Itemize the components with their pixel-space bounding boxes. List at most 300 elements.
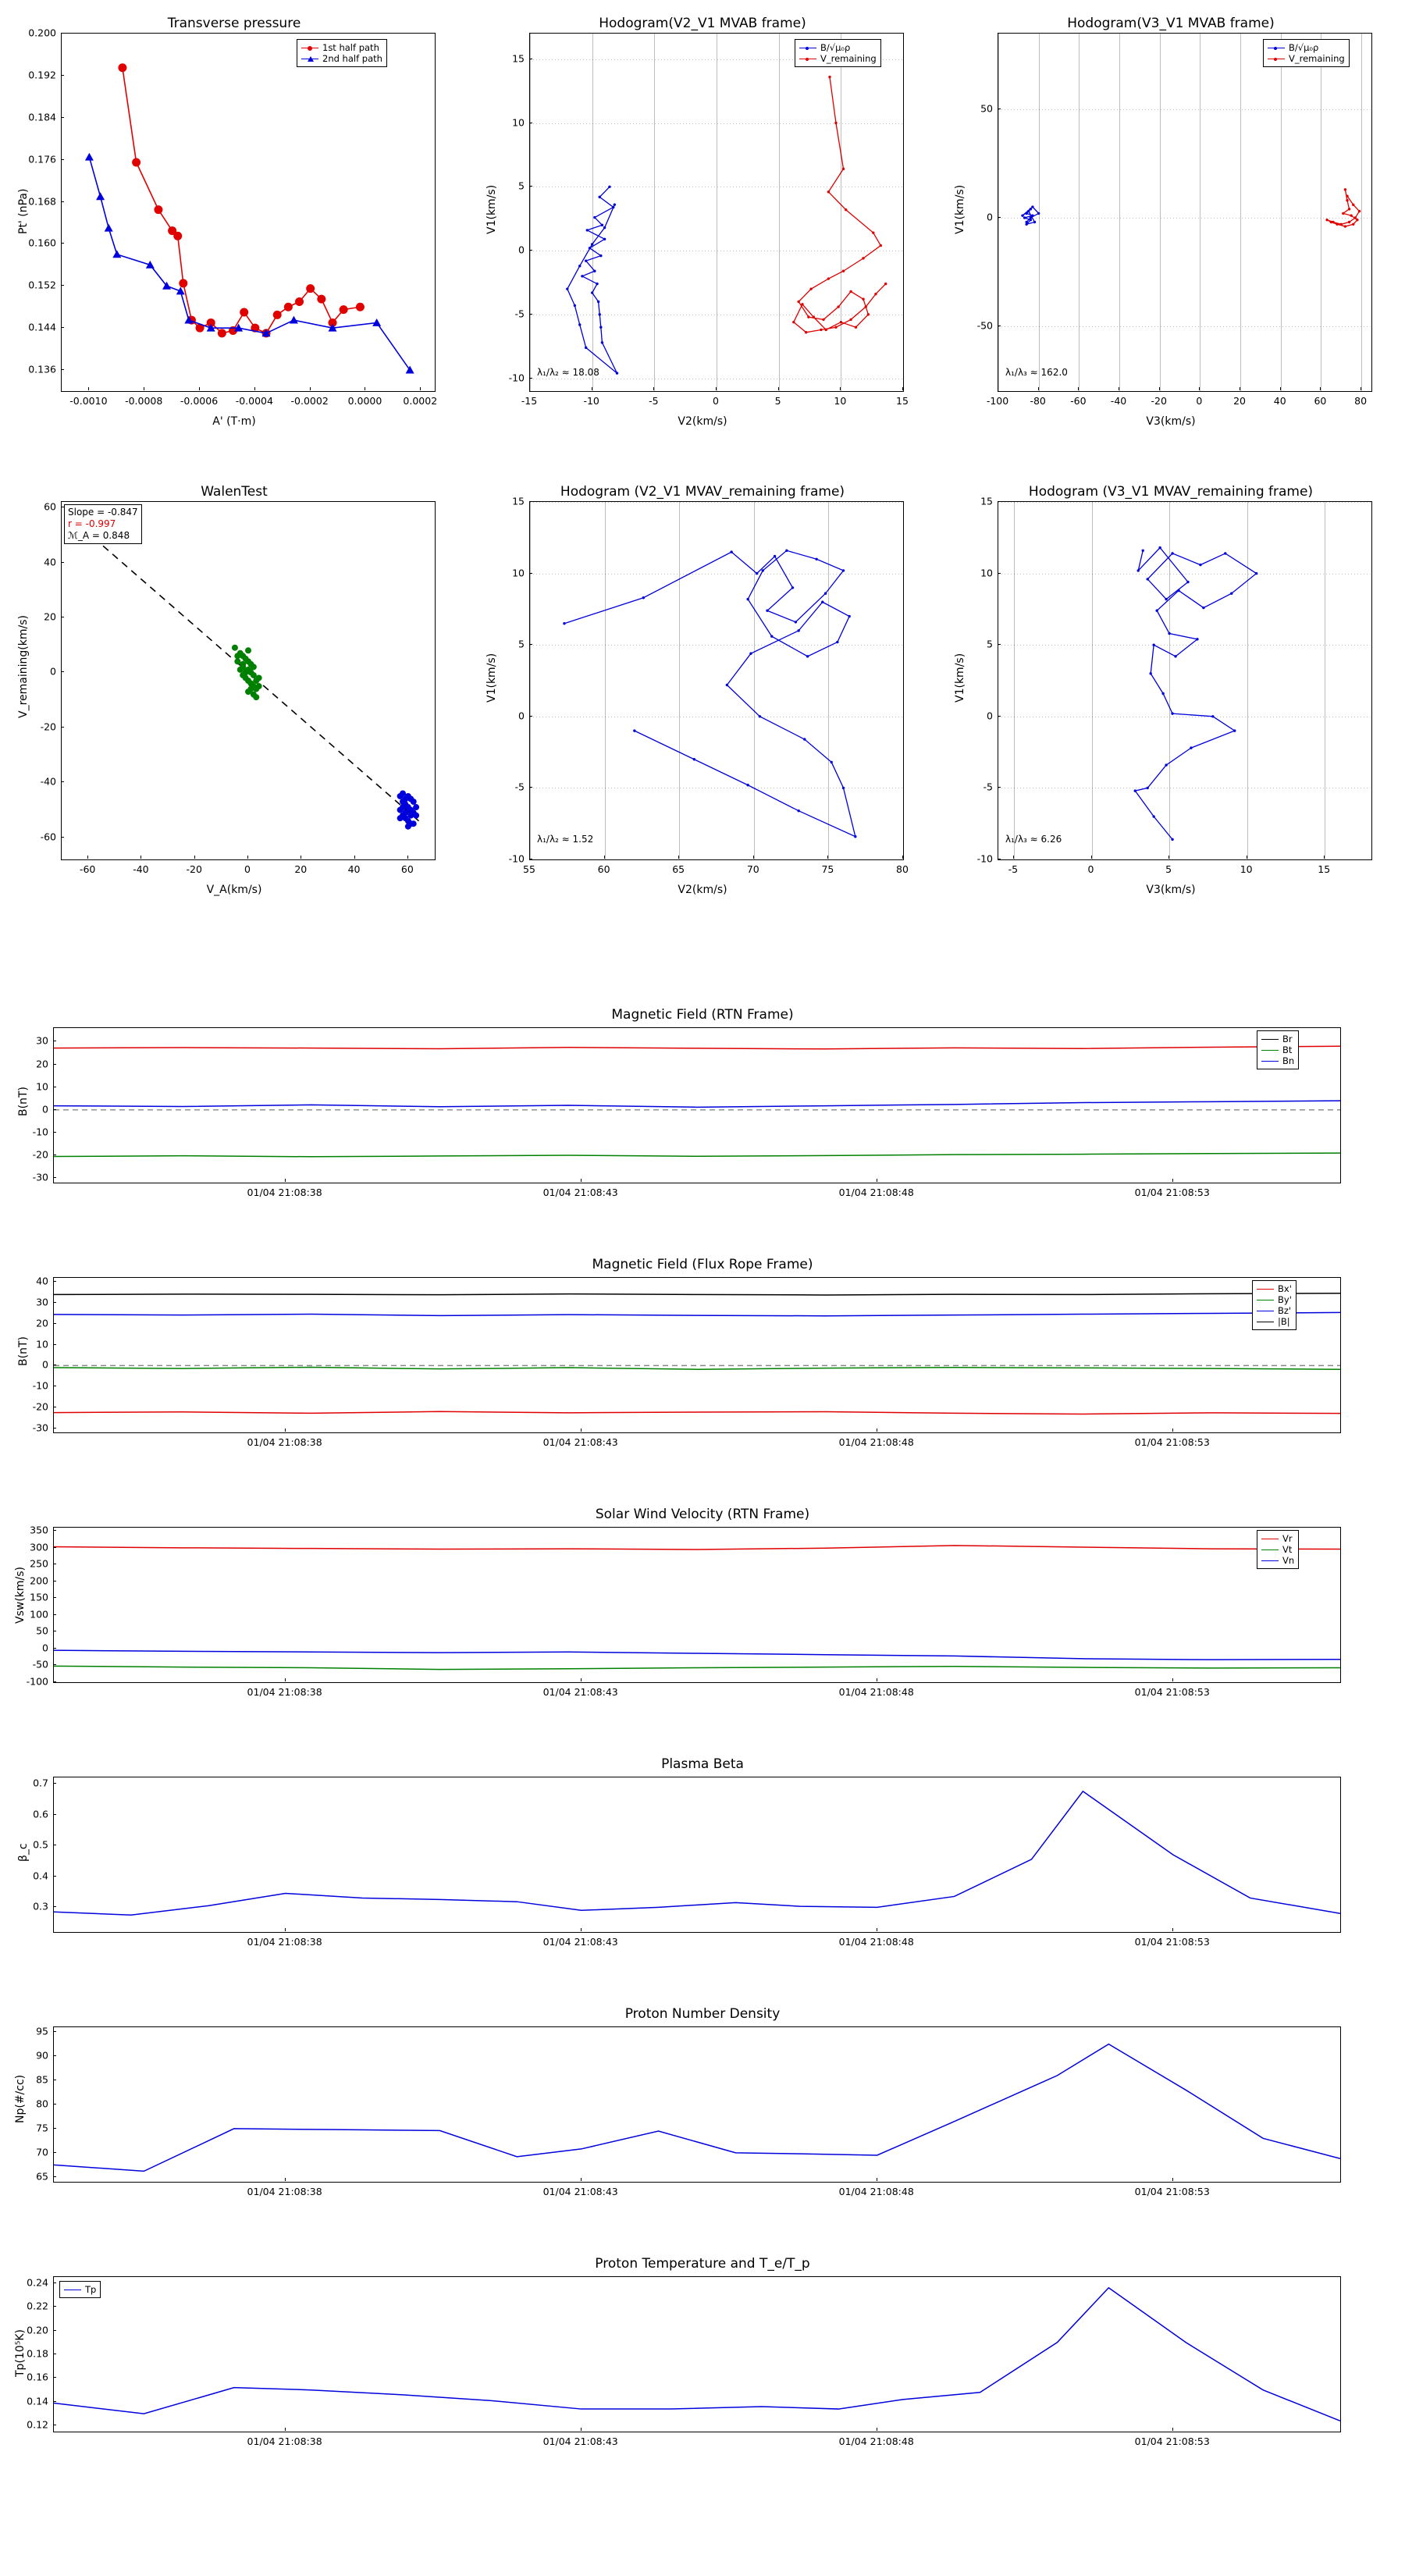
x-tick-label: 01/04 21:08:53 bbox=[1134, 2186, 1210, 2197]
x-tick-label: 60 bbox=[1314, 395, 1327, 407]
x-tick-mark bbox=[1172, 2178, 1173, 2181]
y-tick-mark bbox=[998, 501, 1001, 502]
x-tick-label: 01/04 21:08:43 bbox=[542, 1436, 618, 1448]
plot-area bbox=[998, 501, 1372, 860]
y-tick-label: 0.152 bbox=[28, 279, 56, 291]
x-tick-label: -5 bbox=[649, 395, 659, 407]
x-tick-label: 75 bbox=[821, 863, 834, 875]
y-tick-label: 0.14 bbox=[27, 2395, 48, 2407]
x-tick-label: 01/04 21:08:38 bbox=[247, 1187, 322, 1198]
x-tick-mark bbox=[285, 1179, 286, 1182]
plot-area bbox=[61, 33, 436, 392]
x-tick-mark bbox=[827, 856, 828, 859]
y-tick-mark bbox=[998, 716, 1001, 717]
x-tick-mark bbox=[407, 856, 408, 859]
y-tick-label: 20 bbox=[36, 1317, 48, 1329]
x-tick-mark bbox=[285, 1678, 286, 1681]
legend bbox=[1257, 1030, 1299, 1069]
y-tick-mark bbox=[61, 781, 64, 782]
y-tick-mark bbox=[529, 573, 532, 574]
x-tick-label: -40 bbox=[133, 863, 149, 875]
x-tick-label: 40 bbox=[347, 863, 361, 875]
y-tick-label: -5 bbox=[514, 308, 525, 320]
x-tick-label: 0 bbox=[244, 863, 251, 875]
legend-label: By' bbox=[1278, 1294, 1292, 1305]
y-tick-mark bbox=[998, 787, 1001, 788]
x-tick-label: 15 bbox=[896, 395, 909, 407]
gridline bbox=[998, 326, 1371, 327]
y-tick-label: 0.3 bbox=[33, 1900, 48, 1912]
y-tick-label: 30 bbox=[36, 1034, 48, 1047]
data-layer bbox=[62, 34, 436, 392]
y-tick-label: 0 bbox=[987, 710, 993, 722]
panel-hodogram-v3v1-mvav bbox=[937, 468, 1405, 906]
y-tick-mark bbox=[53, 1530, 56, 1531]
y-tick-mark bbox=[529, 787, 532, 788]
correlation-value: r = -0.997 bbox=[68, 518, 116, 529]
panel-plasma-beta bbox=[0, 1749, 1405, 1983]
x-axis-label: V2(km/s) bbox=[678, 415, 727, 428]
y-tick-label: 0.18 bbox=[27, 2347, 48, 2360]
y-tick-label: 0.6 bbox=[33, 1808, 48, 1820]
y-tick-label: 0 bbox=[50, 665, 56, 678]
y-tick-mark bbox=[529, 716, 532, 717]
legend-label: 1st half path bbox=[322, 42, 379, 53]
plot-area bbox=[53, 2026, 1341, 2183]
legend-item bbox=[301, 42, 382, 53]
panel-title: Hodogram(V2_V1 MVAB frame) bbox=[599, 16, 806, 31]
x-tick-mark bbox=[1172, 1429, 1173, 1432]
data-layer bbox=[530, 502, 904, 860]
plot-area bbox=[529, 501, 904, 860]
gridline bbox=[1281, 34, 1282, 391]
y-tick-mark bbox=[53, 1364, 56, 1365]
x-tick-label: 01/04 21:08:38 bbox=[247, 2435, 322, 2447]
y-tick-label: 5 bbox=[518, 180, 525, 192]
gridline bbox=[1039, 34, 1040, 391]
gridline bbox=[530, 123, 903, 124]
walen-number-value: ℳ_A = 0.848 bbox=[68, 530, 130, 541]
y-tick-mark bbox=[529, 186, 532, 187]
gridline bbox=[1169, 502, 1170, 859]
y-tick-mark bbox=[53, 2104, 56, 2105]
y-tick-mark bbox=[529, 250, 532, 251]
y-tick-label: 20 bbox=[44, 610, 56, 623]
panel-title: WalenTest bbox=[201, 484, 268, 500]
x-tick-label: 5 bbox=[1165, 863, 1172, 875]
panel-title: Proton Temperature and T_e/T_p bbox=[595, 2256, 810, 2272]
y-tick-label: 0 bbox=[518, 710, 525, 722]
plot-area bbox=[61, 501, 436, 860]
y-tick-mark bbox=[53, 2377, 56, 2378]
legend-label: V_remaining bbox=[820, 53, 877, 64]
eigenvalue-ratio-annotation: λ₁/λ₃ ≈ 6.26 bbox=[1005, 834, 1062, 845]
y-tick-label: 10 bbox=[512, 567, 525, 579]
x-tick-mark bbox=[1324, 856, 1325, 859]
x-tick-label: -0.0006 bbox=[180, 395, 219, 407]
y-tick-mark bbox=[529, 501, 532, 502]
legend-item bbox=[799, 53, 877, 64]
y-tick-mark bbox=[53, 1302, 56, 1303]
y-tick-label: -10 bbox=[508, 372, 525, 384]
legend-item bbox=[1261, 1034, 1294, 1044]
y-tick-mark bbox=[61, 159, 64, 160]
y-axis-label: Np(#/cc) bbox=[14, 2074, 27, 2123]
gridline bbox=[605, 502, 606, 859]
plot-area bbox=[998, 33, 1372, 392]
y-tick-label: 100 bbox=[30, 1608, 48, 1621]
x-tick-label: -20 bbox=[186, 863, 202, 875]
legend-item bbox=[1261, 1533, 1294, 1544]
y-tick-mark bbox=[53, 2401, 56, 2402]
x-tick-mark bbox=[604, 856, 605, 859]
y-tick-mark bbox=[61, 201, 64, 202]
legend bbox=[1263, 39, 1350, 67]
x-tick-mark bbox=[581, 1678, 582, 1681]
x-tick-label: 40 bbox=[1273, 395, 1286, 407]
plot-area bbox=[53, 2276, 1341, 2432]
x-tick-mark bbox=[902, 387, 903, 390]
y-tick-mark bbox=[61, 327, 64, 328]
panel-hodogram-v2v1-mvab bbox=[468, 0, 937, 437]
panel-transverse-pressure bbox=[0, 0, 468, 437]
y-tick-label: 0 bbox=[42, 1358, 48, 1371]
y-tick-label: 10 bbox=[512, 116, 525, 128]
panel-proton-temperature bbox=[0, 2248, 1405, 2498]
y-tick-label: 0.7 bbox=[33, 1777, 48, 1789]
x-tick-label: 20 bbox=[294, 863, 308, 875]
y-tick-mark bbox=[61, 75, 64, 76]
y-tick-label: 0.176 bbox=[28, 153, 56, 165]
x-tick-label: 0.0000 bbox=[347, 395, 382, 407]
y-tick-mark bbox=[53, 1681, 56, 1682]
legend bbox=[1252, 1280, 1297, 1330]
legend-item bbox=[1261, 1044, 1294, 1055]
y-tick-label: -60 bbox=[40, 831, 56, 843]
y-tick-mark bbox=[998, 573, 1001, 574]
legend-label: Vt bbox=[1282, 1544, 1293, 1555]
panel-title: Hodogram (V2_V1 MVAV_remaining frame) bbox=[560, 484, 845, 500]
y-tick-mark bbox=[53, 1428, 56, 1429]
gridline bbox=[903, 34, 904, 391]
gridline bbox=[1247, 502, 1248, 859]
x-tick-label: 01/04 21:08:53 bbox=[1134, 1686, 1210, 1698]
y-tick-mark bbox=[61, 727, 64, 728]
x-tick-mark bbox=[87, 856, 88, 859]
x-tick-mark bbox=[285, 2178, 286, 2181]
y-tick-label: 0.184 bbox=[28, 111, 56, 123]
y-tick-label: 300 bbox=[30, 1541, 48, 1553]
y-tick-label: 0.4 bbox=[33, 1870, 48, 1882]
legend-label: Bn bbox=[1282, 1055, 1295, 1066]
y-tick-label: 10 bbox=[980, 567, 993, 579]
x-tick-mark bbox=[581, 1179, 582, 1182]
plot-area bbox=[53, 1777, 1341, 1933]
y-tick-mark bbox=[53, 1323, 56, 1324]
y-axis-label: B(nT) bbox=[17, 1336, 30, 1366]
x-tick-mark bbox=[1159, 387, 1160, 390]
panel-magnetic-field-rtn bbox=[0, 999, 1405, 1233]
x-axis-label: V3(km/s) bbox=[1146, 415, 1196, 428]
y-tick-mark bbox=[61, 33, 64, 34]
gridline bbox=[530, 574, 903, 575]
y-tick-mark bbox=[53, 1906, 56, 1907]
y-tick-label: 5 bbox=[987, 638, 993, 650]
legend-item bbox=[1268, 42, 1345, 53]
x-axis-label: V_A(km/s) bbox=[206, 884, 262, 896]
x-tick-label: 01/04 21:08:38 bbox=[247, 1686, 322, 1698]
gridline bbox=[1014, 502, 1015, 859]
y-tick-label: 20 bbox=[36, 1058, 48, 1070]
x-tick-mark bbox=[247, 856, 248, 859]
y-tick-mark bbox=[61, 117, 64, 118]
x-tick-label: 01/04 21:08:48 bbox=[838, 1686, 914, 1698]
gridline bbox=[998, 645, 1371, 646]
y-tick-mark bbox=[53, 1597, 56, 1598]
y-axis-label: B(nT) bbox=[17, 1087, 30, 1116]
y-tick-label: 0 bbox=[518, 244, 525, 256]
y-tick-label: 0.22 bbox=[27, 2300, 48, 2312]
legend-label: Br bbox=[1282, 1034, 1293, 1044]
y-tick-label: 0 bbox=[987, 211, 993, 223]
x-tick-label: 5 bbox=[774, 395, 781, 407]
x-tick-label: 01/04 21:08:38 bbox=[247, 2186, 322, 2197]
x-tick-mark bbox=[653, 387, 654, 390]
legend-label: Bt bbox=[1282, 1044, 1293, 1055]
data-layer bbox=[54, 2027, 1341, 2183]
y-tick-mark bbox=[529, 314, 532, 315]
panel-solar-wind-velocity bbox=[0, 1499, 1405, 1733]
legend-item bbox=[1257, 1283, 1292, 1294]
x-tick-mark bbox=[140, 856, 141, 859]
x-tick-mark bbox=[310, 387, 311, 390]
x-tick-mark bbox=[716, 387, 717, 390]
x-tick-label: 10 bbox=[834, 395, 847, 407]
legend-item bbox=[64, 2284, 96, 2295]
x-tick-mark bbox=[840, 387, 841, 390]
y-tick-mark bbox=[529, 644, 532, 645]
y-tick-label: -5 bbox=[983, 781, 993, 793]
legend-item bbox=[1257, 1294, 1292, 1305]
y-tick-label: -5 bbox=[514, 781, 525, 793]
legend-item bbox=[1261, 1555, 1294, 1566]
y-tick-label: 0.160 bbox=[28, 237, 56, 249]
plot-area bbox=[53, 1277, 1341, 1433]
gridline bbox=[754, 502, 755, 859]
x-tick-label: 01/04 21:08:53 bbox=[1134, 1436, 1210, 1448]
data-layer bbox=[998, 34, 1372, 392]
gridline bbox=[679, 502, 680, 859]
y-tick-mark bbox=[53, 1281, 56, 1282]
y-tick-label: 0.16 bbox=[27, 2371, 48, 2383]
x-tick-label: 01/04 21:08:48 bbox=[838, 1187, 914, 1198]
y-axis-label: V1(km/s) bbox=[486, 184, 498, 234]
x-tick-label: 01/04 21:08:48 bbox=[838, 2186, 914, 2197]
x-tick-label: 01/04 21:08:43 bbox=[542, 2435, 618, 2447]
legend-label: B/√μ₀ρ bbox=[1289, 42, 1319, 53]
legend-item bbox=[1261, 1055, 1294, 1066]
x-tick-label: 0 bbox=[1087, 863, 1094, 875]
y-tick-mark bbox=[529, 378, 532, 379]
x-tick-label: 80 bbox=[1354, 395, 1368, 407]
gridline bbox=[998, 574, 1371, 575]
x-tick-mark bbox=[254, 387, 255, 390]
data-layer bbox=[998, 502, 1372, 860]
y-tick-label: 15 bbox=[512, 495, 525, 507]
legend-label: Vn bbox=[1282, 1555, 1295, 1566]
y-tick-label: -10 bbox=[508, 852, 525, 865]
y-tick-mark bbox=[53, 1664, 56, 1665]
x-tick-mark bbox=[581, 1928, 582, 1931]
y-tick-label: 0.144 bbox=[28, 321, 56, 333]
legend bbox=[795, 39, 881, 67]
x-axis-label: V3(km/s) bbox=[1146, 884, 1196, 896]
y-tick-label: 150 bbox=[30, 1591, 48, 1603]
walen-stats-box bbox=[64, 504, 142, 544]
y-axis-label: Pt' (nPa) bbox=[17, 188, 30, 234]
x-tick-label: 0 bbox=[713, 395, 719, 407]
plot-area bbox=[53, 1527, 1341, 1683]
y-tick-mark bbox=[53, 2306, 56, 2307]
y-tick-label: 10 bbox=[36, 1338, 48, 1350]
y-tick-label: 0.20 bbox=[27, 2324, 48, 2336]
y-tick-label: -50 bbox=[32, 1658, 48, 1670]
panel-proton-number-density bbox=[0, 1998, 1405, 2233]
panel-title: Plasma Beta bbox=[661, 1756, 744, 1772]
y-tick-label: -100 bbox=[26, 1675, 48, 1688]
y-tick-mark bbox=[53, 1814, 56, 1815]
y-tick-label: -30 bbox=[32, 1171, 48, 1183]
y-tick-label: 15 bbox=[512, 52, 525, 65]
x-tick-label: 01/04 21:08:43 bbox=[542, 2186, 618, 2197]
x-tick-mark bbox=[678, 856, 679, 859]
y-axis-label: β_c bbox=[17, 1843, 30, 1862]
x-tick-label: -5 bbox=[1008, 863, 1019, 875]
x-tick-label: 01/04 21:08:43 bbox=[542, 1686, 618, 1698]
y-tick-mark bbox=[53, 1064, 56, 1065]
y-tick-label: -10 bbox=[32, 1126, 48, 1138]
gridline bbox=[530, 502, 531, 859]
y-tick-label: 75 bbox=[36, 2122, 48, 2134]
x-tick-mark bbox=[1038, 387, 1039, 390]
x-tick-label: 01/04 21:08:53 bbox=[1134, 1187, 1210, 1198]
y-tick-label: -20 bbox=[40, 720, 56, 733]
y-tick-mark bbox=[61, 837, 64, 838]
y-tick-label: 70 bbox=[36, 2146, 48, 2158]
x-tick-mark bbox=[199, 387, 200, 390]
legend-label: B/√μ₀ρ bbox=[820, 42, 851, 53]
eigenvalue-ratio-annotation: λ₁/λ₃ ≈ 162.0 bbox=[1005, 367, 1068, 378]
y-tick-label: 60 bbox=[44, 500, 56, 513]
y-tick-label: 15 bbox=[980, 495, 993, 507]
data-layer bbox=[54, 1278, 1341, 1433]
gridline bbox=[779, 34, 780, 391]
legend-label: |B| bbox=[1278, 1316, 1290, 1327]
legend-label: Bz' bbox=[1278, 1305, 1292, 1316]
legend-item bbox=[1257, 1316, 1292, 1327]
y-tick-label: 250 bbox=[30, 1557, 48, 1570]
x-tick-label: 80 bbox=[896, 863, 909, 875]
legend-item bbox=[1268, 53, 1345, 64]
y-tick-label: 65 bbox=[36, 2170, 48, 2183]
panel-title: Magnetic Field (RTN Frame) bbox=[611, 1007, 794, 1023]
x-tick-mark bbox=[285, 2428, 286, 2431]
x-tick-mark bbox=[529, 387, 530, 390]
x-tick-mark bbox=[1091, 856, 1092, 859]
y-axis-label: V1(km/s) bbox=[486, 653, 498, 703]
y-tick-label: 40 bbox=[44, 556, 56, 568]
legend-label: 2nd half path bbox=[322, 53, 382, 64]
legend-item bbox=[799, 42, 877, 53]
x-tick-label: 60 bbox=[400, 863, 414, 875]
x-tick-mark bbox=[1172, 1179, 1173, 1182]
x-tick-label: -100 bbox=[986, 395, 1009, 407]
y-tick-label: 0 bbox=[42, 1642, 48, 1654]
x-tick-mark bbox=[753, 856, 754, 859]
data-layer bbox=[62, 502, 436, 860]
gridline bbox=[998, 218, 1371, 219]
x-tick-label: 0 bbox=[1196, 395, 1203, 407]
legend-label: V_remaining bbox=[1289, 53, 1345, 64]
gridline bbox=[1079, 34, 1080, 391]
x-tick-mark bbox=[1172, 1928, 1173, 1931]
x-tick-label: 01/04 21:08:43 bbox=[542, 1187, 618, 1198]
gridline bbox=[530, 645, 903, 646]
y-tick-mark bbox=[53, 2330, 56, 2331]
panel-title: Proton Number Density bbox=[624, 2006, 781, 2022]
x-tick-label: -15 bbox=[521, 395, 538, 407]
x-tick-label: -40 bbox=[1110, 395, 1127, 407]
x-tick-mark bbox=[581, 2428, 582, 2431]
y-tick-mark bbox=[61, 671, 64, 672]
y-tick-label: 50 bbox=[980, 102, 993, 115]
y-tick-label: 0.168 bbox=[28, 195, 56, 208]
y-tick-mark bbox=[61, 562, 64, 563]
legend bbox=[297, 39, 387, 67]
y-tick-mark bbox=[53, 2152, 56, 2153]
x-tick-label: 01/04 21:08:48 bbox=[838, 1436, 914, 1448]
legend-item bbox=[1257, 1305, 1292, 1316]
x-tick-mark bbox=[902, 856, 903, 859]
panel-magnetic-field-fluxrope bbox=[0, 1249, 1405, 1483]
y-tick-mark bbox=[53, 1581, 56, 1582]
legend-label: Tp bbox=[85, 2284, 97, 2295]
y-tick-label: 350 bbox=[30, 1524, 48, 1536]
x-tick-mark bbox=[420, 387, 421, 390]
y-tick-mark bbox=[53, 1132, 56, 1133]
y-tick-mark bbox=[61, 243, 64, 244]
y-tick-label: 40 bbox=[36, 1275, 48, 1287]
y-tick-label: -10 bbox=[32, 1379, 48, 1392]
y-tick-label: 0.24 bbox=[27, 2276, 48, 2289]
x-axis-label: A' (T·m) bbox=[212, 415, 256, 428]
y-tick-mark bbox=[53, 1614, 56, 1615]
x-tick-mark bbox=[1168, 856, 1169, 859]
y-tick-label: 10 bbox=[36, 1080, 48, 1093]
x-axis-label: V2(km/s) bbox=[678, 884, 727, 896]
y-tick-label: -40 bbox=[40, 775, 56, 788]
gridline bbox=[998, 859, 1371, 860]
y-tick-label: 0.5 bbox=[33, 1838, 48, 1851]
gridline bbox=[530, 34, 531, 391]
gridline bbox=[1092, 502, 1093, 859]
panel-hodogram-v2v1-mvav bbox=[468, 468, 937, 906]
x-tick-label: 65 bbox=[672, 863, 685, 875]
y-tick-mark bbox=[61, 285, 64, 286]
gridline bbox=[530, 502, 903, 503]
y-tick-label: 85 bbox=[36, 2073, 48, 2086]
x-tick-mark bbox=[1172, 1678, 1173, 1681]
